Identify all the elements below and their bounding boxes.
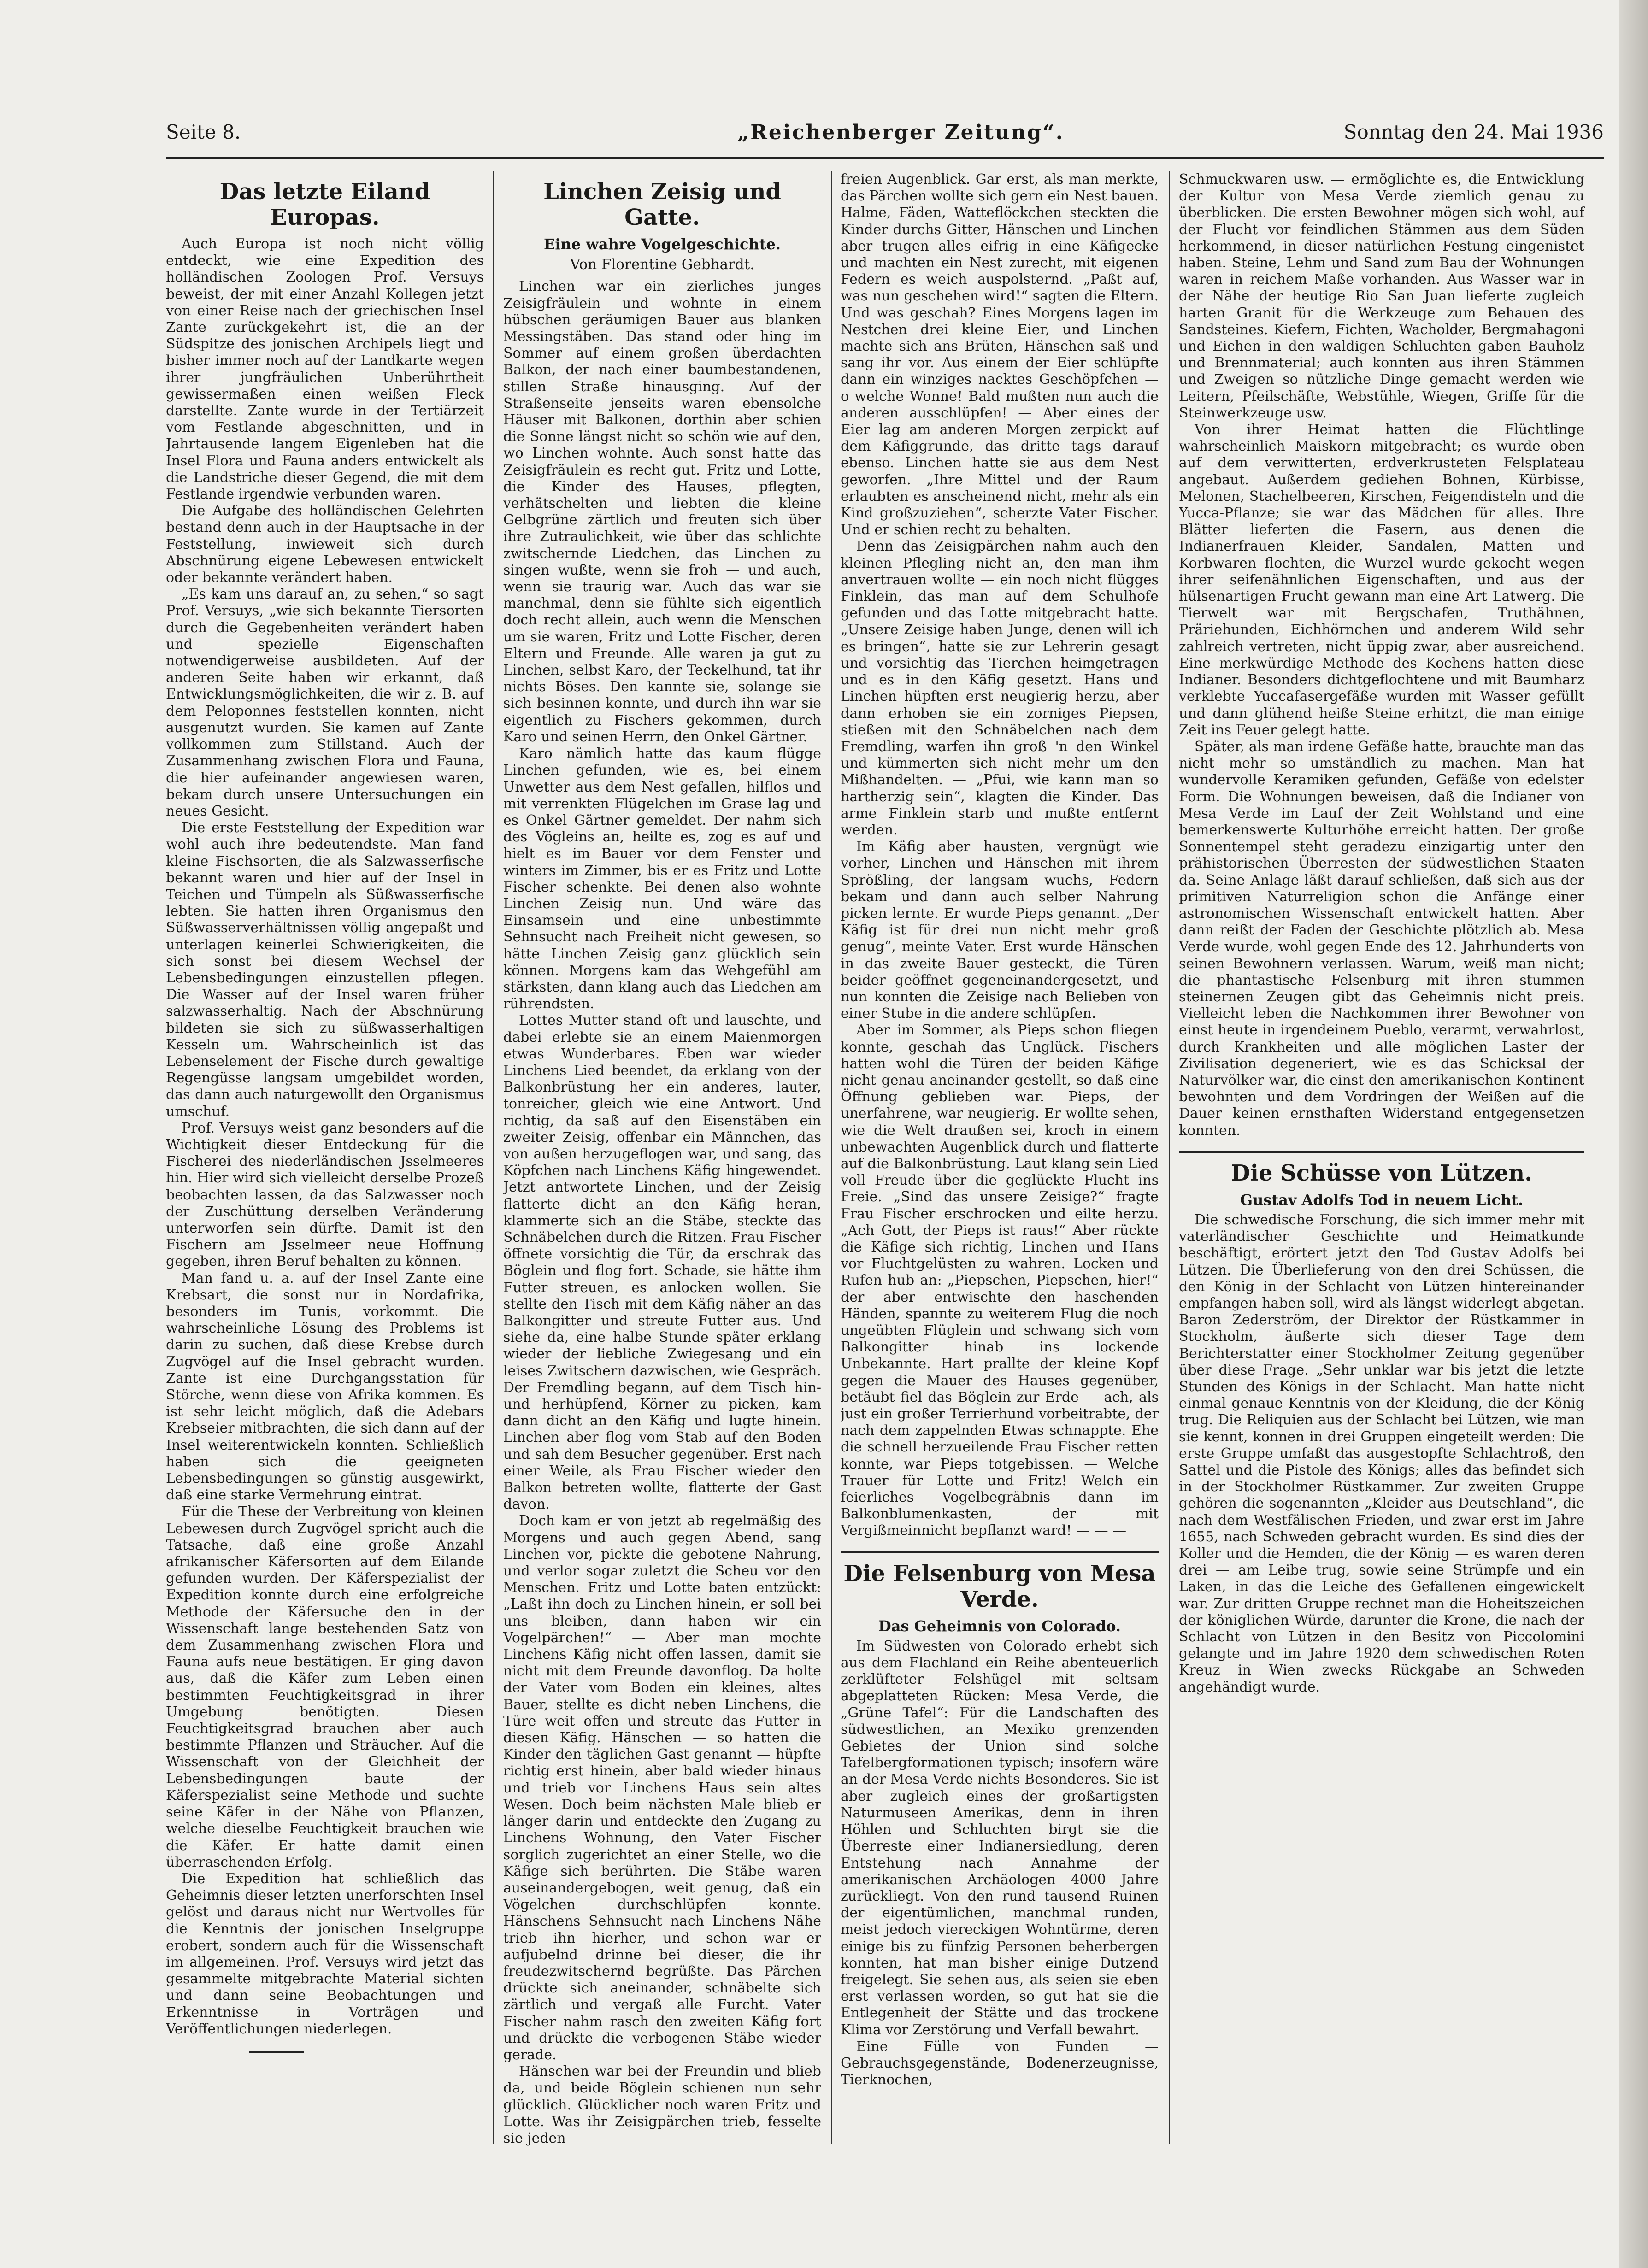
paragraph: Linchen war ein zierliches junges Zeisigfräulein und wohnte in einem hübschen geräumigen Bauer aus blanken Messingstäben. Das stand oder hing im Sommer auf einem großen überdachten Balkon, der nach einer baumbestandenen, stillen Straße hinausging. Auf der Straßenseite jenseits waren ebensolche Häuser mit Balkonen, dorthin aber schien die Sonne längst nicht so schön wie auf den, wo Linchen wohnte. Auch sonst hatte das Zeisigfräulein es recht gut. Fritz und Lotte, die Kinder des Hauses, pflegten, verhätschelten und liebten die kleine Gelbgrüne zärtlich und freuten sich über ihre Zutraulichkeit, wie über das schlichte zwitschernde Liedchen, das Linchen zu singen wußte, wenn sie froh — und auch, wenn sie traurig war. Auch das war sie manchmal, denn sie fühlte sich eigentlich doch recht allein, auch wenn die Menschen um sie waren, Fritz und Lotte Fischer, deren Eltern und Freunde. Alle waren ja gut zu Linchen, selbst Karo, der Teckelhund, tat ihr nichts Böses. Den kannte sie, solange sie sich besinnen konnte, und durch ihn war sie eigentlich zu Fischers gekommen, durch Karo und seinen Herrn, den Onkel Gärtner. bbox=[503, 278, 821, 745]
paragraph: Denn das Zeisigpärchen nahm auch den kleinen Pflegling nicht an, den man ihm anvertrauen wollte — ein noch nicht flügges Finklein, das man auf dem Schulhofe gefunden und das Lotte mitgebracht hatte. „Unsere Zeisige haben Junge, denen will ich es bringen“, hatte sie zur Lehrerin gesagt und vorsichtig das Tierchen heimgetragen und es in den Käfig gesetzt. Hans und Linchen hüpften erst neugierig herzu, aber dann erhoben sie ein zorniges Piepsen, stießen mit den Schnäbelchen nach dem Fremdling, warfen ihn groß 'n den Winkel und kümmerten sich nicht mehr um den Mißhandelten. — „Pfui, wie kann man so hartherzig sein“, klagten die Kinder. Das arme Finklein starb und mußte entfernt werden. bbox=[841, 538, 1159, 838]
paragraph: Karo nämlich hatte das kaum flügge Linchen gefunden, wie es, bei einem Unwetter aus dem Nest gefallen, hilflos und mit verrenkten Flügelchen im Grase lag und es Onkel Gärtner gemeldet. Der nahm sich des Vögleins an, heilte es, zog es auf und hielt es im Bauer vor dem Fenster und winters im Zimmer, bis er es Fritz und Lotte Fischer schenkte. Bei denen also wohnte Linchen Zeisig nun. Und wäre das Einsamsein und eine unbestimmte Sehnsucht nach Freiheit nicht gewesen, so hätte Linchen Zeisig ganz glücklich sein können. Morgens kam das Wehgefühl am stärksten, dann klang auch das Liedchen am rührendsten. bbox=[503, 746, 821, 1012]
column-rule bbox=[831, 171, 832, 2144]
paragraph: Im Käfig aber hausten, vergnügt wie vorher, Linchen und Hänschen mit ihrem Sprößling, der langsam wuchs, Federn bekam und dann auch selber Nahrung picken lernte. Er wurde Pieps genannt. „Der Käfig ist für drei nun nicht mehr groß genug“, meinte Vater. Erst wurde Hänschen in das zweite Bauer gesteckt, die Türen beider geöffnet gegeneinandergesetzt, und nun konnten die Zeisige nach Belieben von einer Stube in die andere schlüpfen. bbox=[841, 839, 1159, 1022]
paragraph: Aber im Sommer, als Pieps schon fliegen konnte, geschah das Unglück. Fischers hatten wohl die Türen der beiden Käfige nicht genau aneinander gestellt, so daß eine Öffnung geblieben war. Pieps, der unerfahrene, war neugierig. Er wollte sehen, wie die Welt draußen sei, kroch in einem unbewachten Augenblick durch und flatterte auf die Balkonbrüstung. Laut klang sein Lied voll Freude über die geglückte Flucht ins Freie. „Sind das unsere Zeisige?“ fragte Frau Fischer erschrocken und eilte herzu. „Ach Gott, der Pieps ist raus!“ Aber rückte die Käfige sich richtig, Linchen und Hans vor Fluchtgelüsten zu wahren. Locken und Rufen hub an: „Piepschen, Piepschen, hier!“ der aber entwischte den haschenden Händen, spannte zu weiterem Flug die noch ungeübten Flüglein und schwang sich vom Balkongitter hinab ins lockende Unbekannte. Hart prallte der kleine Kopf gegen die Mauer des Hauses gegenüber, betäubt fiel das Böglein zur Erde — ach, als just ein großer Terrierhund vorbeitrabte, der nach dem zappelnden Etwas schnappte. Ehe die schnell herzueilende Frau Fischer retten konnte, war Pieps totgebissen. — Welche Trauer für Lotte und Fritz! Welch ein feierliches Vogelbegräbnis dann im Balkonblumenkasten, der mit Vergißmeinnicht bepflanzt ward! — — — bbox=[841, 1022, 1159, 1539]
article-title-luetzen: Die Schüsse von Lützen. bbox=[1231, 1160, 1532, 1186]
column-2 bbox=[503, 171, 821, 2147]
paragraph: Man fand u. a. auf der Insel Zante eine Krebsart, die sonst nur in Nordafrika, besonders im Tunis, vorkommt. Die wahrscheinliche Lösung des Problems ist darin zu suchen, daß diese Krebse durch Zugvögel auf die Insel gebracht wurden. Zante ist eine Durchgangsstation für Störche, wenn diese von Afrika kommen. Es ist sehr leicht möglich, daß die Adebars Krebseier mitbrachten, die sich dann auf der Insel weiterentwickeln konnten. Schließlich haben sich die geeigneten Lebensbedingungen so günstig ausgewirkt, daß eine starke Vermehrung eintrat. bbox=[166, 1270, 484, 1504]
paragraph: Die Expedition hat schließlich das Geheimnis dieser letzten unerforschten Insel gelöst und daraus nicht nur Wertvolles für die Kenntnis der jonischen Inselgruppe erobert, sondern auch für die Wissenschaft im allgemeinen. Prof. Versuys wird jetzt das gesammelte mitgebrachte Material sichten und dann seine Beobachtungen und Erkenntnisse in Vorträgen und Veröffentlichungen niederlegen. bbox=[166, 1870, 484, 2037]
paragraph: Lottes Mutter stand oft und lauschte, und dabei erlebte sie an einem Maienmorgen etwas Wunderbares. Eben war wieder Linchens Lied beendet, da erklang von der Balkonbrüstung her ein anderes, lauter, tonreicher, gleich wie eine Antwort. Und richtig, da saß auf den Eisenstäben ein zweiter Zeisig, offenbar ein Männchen, das von außen herzugeflogen war, und sang, das Köpfchen nach Linchens Käfig hingewendet. Jetzt antwortete Linchen, und der Zeisig flatterte dicht an den Käfig heran, klammerte sich an die Stäbe, steckte das Schnäbelchen durch die Ritzen. Frau Fischer öffnete vorsichtig die Tür, da erschrak das Böglein und flog fort. Schade, sie hätte ihm Futter streuen, es anlocken wollen. Sie stellte den Tisch mit dem Käfig näher an das Balkongitter und streute Futter aus. Und siehe da, eine halbe Stunde später erklang wieder der liebliche Zwiegesang und ein leises Zwitschern dazwischen, wie Gespräch. Der Fremdling begann, auf dem Tisch hin- und herhüpfend, Körner zu picken, kam dann dicht an den Käfig und lugte hinein. Linchen aber flog vom Stab auf den Boden und sah dem Besucher gegenüber. Erst nach einer Weile, als Frau Fischer wieder den Balkon betreten wollte, flatterte der Gast davon. bbox=[503, 1012, 821, 1513]
paragraph: freien Augenblick. Gar erst, als man merkte, das Pärchen wollte sich gern ein Nest bauen. Halme, Fäden, Watteflöckchen steckten die Kinder durchs Gitter, Hänschen und Linchen aber trugen alles eifrig in eine Käfigecke und machten ein Nest zurecht, mit eigenen Federn es weich auspolsternd. „Paßt auf, was nun geschehen wird!“ sagten die Eltern. Und was geschah? Eines Morgens lagen im Nestchen drei kleine Eier, und Linchen machte sich ans Brüten, Hänschen saß und sang ihr vor. Aus einem der Eier schlüpfte dann ein winziges nacktes Geschöpfchen — o welche Wonne! Bald mußten nun auch die anderen ausschlüpfen! — Aber eines der Eier lag am anderen Morgen zerpickt auf dem Käfiggrunde, das dritte tags darauf ebenso. Linchen hatte sie aus dem Nest geworfen. „Ihre Mittel und der Raum erlaubten es anscheinend nicht, mehr als ein Kind großzuziehen“, scherzte Vater Fischer. Und er schien recht zu behalten. bbox=[841, 171, 1159, 538]
column-3 bbox=[841, 171, 1159, 2088]
issue-date: Sonntag den 24. Mai 1936 bbox=[1343, 121, 1604, 143]
paragraph: „Es kam uns darauf an, zu sehen,“ so sagt Prof. Versuys, „wie sich bekannte Tiersorten durch die Gegebenheiten verändert haben und spezielle Eigenschaften notwendigerweise ausbildeten. Auf der anderen Seite haben wir erkannt, daß Entwicklungsmöglichkeiten, die wir z. B. auf dem Peloponnes feststellen konnten, nicht ausgenutzt wurden. Sie kamen auf Zante vollkommen zum Stillstand. Auch der Zusammenhang zwischen Flora und Fauna, die hier aufeinander angewiesen waren, bekam durch unsere Untersuchungen ein neues Gesicht. bbox=[166, 586, 484, 819]
article-subtitle-mesa: Das Geheimnis von Colorado. bbox=[878, 1617, 1121, 1635]
newspaper-name: „Reichenberger Zeitung“. bbox=[737, 121, 1065, 144]
article-title-mesa: Die Felsenburg von Mesa Verde. bbox=[843, 1560, 1156, 1612]
article-subtitle-linchen: Eine wahre Vogelgeschichte. bbox=[543, 235, 781, 253]
article-title-linchen: Linchen Zeisig und Gatte. bbox=[543, 179, 781, 230]
column-4 bbox=[1179, 171, 1594, 1696]
article-end-rule bbox=[249, 2051, 304, 2053]
paragraph: Schmuckwaren usw. — ermöglichte es, die Entwicklung der Kultur von Mesa Verde ziemlich genau zu überblicken. Die ersten Bewohner mögen sich wohl, auf der Flucht vor feindlichen Stämmen aus dem Süden herkommend, in dieser natürlichen Festung eingenistet haben. Steine, Lehm und Sand zum Bau der Wohnungen waren in reichem Maße vorhanden. Aus Wasser war in der Nähe der heutige Rio San Juan lieferte zugleich harten Granit für die Werkzeuge zum Behauen des Sandsteines. Kiefern, Fichten, Wacholder, Bergmahagoni und Eichen in den waldigen Schluchten gaben Bauholz und Brennmaterial; auch konnten aus ihren Stämmen und Zweigen so nützliche Dinge gemacht werden wie Leitern, Pfeilschäfte, Webstühle, Wiegen, Griffe für die Steinwerkzeuge usw. bbox=[1179, 171, 1584, 421]
paragraph: Die schwedische Forschung, die sich immer mehr mit vaterländischer Geschichte und Heimatkunde beschäftigt, erörtert jetzt den Tod Gustav Adolfs bei Lützen. Die Überlieferung von den drei Schüssen, die den König in der Schlacht von Lützen hintereinander empfangen haben soll, wird als längst widerlegt abgetan. Baron Zederström, der Direktor der Rüstkammer in Stockholm, äußerte sich dieser Tage dem Berichterstatter einer Stockholmer Zeitung gegenüber über diese Frage. „Sehr unklar war bis jetzt die letzte Stunden des Königs in der Schlacht. Man hatte nicht einmal genaue Kenntnis von der Kleidung, die der König trug. Die Reliquien aus der Schlacht bei Lützen, wie man sie kennt, konnen in drei Gruppen eingeteilt werden: Die erste Gruppe umfaßt das ausgestopfte Schlachtroß, den Sattel und die Pistole des Königs; alles das befindet sich in der Stockholmer Rüstkammer. Zur zweiten Gruppe gehören die sogenannten „Kleider aus Deutschland“, die nach dem Westfälischen Frieden, und zwar erst im Jahre 1655, nach Schweden gebracht wurden. Es sind dies der Koller und die Hemden, die der König — es waren deren drei — am Leibe trug, sowie seine Strümpfe und ein Laken, in das die Leiche des Gefallenen eingewickelt war. Zur dritten Gruppe rechnet man die Hoheitszeichen der königlichen Würde, darunter die Krone, die nach der Schlacht von Lützen in den Besitz von Piccolomini gelangte und im Jahre 1920 dem schwedischen Roten Kreuz in Wien zwecks Rückgabe an Schweden angehändigt wurde. bbox=[1179, 1211, 1584, 1695]
paragraph: Später, als man irdene Gefäße hatte, brauchte man das nicht mehr so umständlich zu machen. Man hat wundervolle Keramiken gefunden, Gefäße von edelster Form. Die Wohnungen beweisen, daß die Indianer von Mesa Verde im Lauf der Zeit Wohlstand und eine bemerkenswerte Kulturhöhe erreicht hatten. Der große Sonnentempel steht geradezu einzigartig unter den prähistorischen Überresten der südwestlichen Staaten da. Seine Anlage läßt darauf schließen, daß sich aus der primitiven Naturreligion schon die Anfänge einer astronomischen Wissenschaft entwickelt hatten. Aber dann reißt der Faden der Geschichte plötzlich ab. Mesa Verde wurde, wohl gegen Ende des 12. Jahrhunderts von seinen Bewohnern verlassen. Warum, weiß man nicht; die phantastische Felsenburg mit ihren stummen steinernen Zeugen gibt das Geheimnis nicht preis. Vielleicht leben die Nachkommen ihrer Bewohner von einst heute in irgendeinem Pueblo, verarmt, verwahrlost, durch Krankheiten und alle möglichen Laster der Zivilisation degeneriert, wie es das Schicksal der Naturvölker war, die einst den amerikanischen Kontinent bewohnten und dem Vordringen der Weißen auf die Dauer keinen ernsthaften Widerstand entgegensetzen konnten. bbox=[1179, 738, 1584, 1139]
page-header bbox=[166, 121, 1604, 150]
column-rule bbox=[493, 171, 494, 2144]
paragraph: Die Aufgabe des holländischen Gelehrten bestand denn auch in der Hauptsache in der Feststellung, inwieweit sich durch Abschnürung eigene Lebewesen entwickelt oder bekannte verändert haben. bbox=[166, 503, 484, 586]
paragraph: Eine Fülle von Funden — Gebrauchsgegenstände, Bodenerzeugnisse, Tierknochen, bbox=[841, 2038, 1159, 2088]
paragraph: Hänschen war bei der Freundin und blieb da, und beide Böglein schienen nun sehr glücklich. Glücklicher noch waren Fritz und Lotte. Was ihr Zeisigpärchen trieb, fesselte sie jeden bbox=[503, 2063, 821, 2146]
section-rule bbox=[841, 1551, 1159, 1553]
column-1 bbox=[166, 171, 484, 2053]
paragraph: Prof. Versuys weist ganz besonders auf die Wichtigkeit dieser Entdeckung für die Fischerei des niederländischen Jsselmeeres hin. Hier wird sich vielleicht derselbe Prozeß beobachten lassen, da das Salzwasser noch der Zuschüttung derselben Veränderung unterworfen sein dürfte. Damit ist den Fischern am Jsselmeer neue Hoffnung gegeben, ihren Beruf behalten zu können. bbox=[166, 1120, 484, 1270]
paragraph: Von ihrer Heimat hatten die Flüchtlinge wahrscheinlich Maiskorn mitgebracht; es wurde oben auf dem verwitterten, erdverkrusteten Felsplateau angebaut. Außerdem gediehen Bohnen, Kürbisse, Melonen, Stachelbeeren, Kirschen, Feigendisteln und die Yucca-Pflanze; sie war das Mädchen für alles. Ihre Blätter lieferten die Fasern, aus denen die Indianerfrauen Kleider, Sandalen, Matten und Korbwaren flochten, die Wurzel wurde gekocht wegen ihrer seifenähnlichen Eigenschaften, und aus der hülsenartigen Frucht gewann man eine Art Latwerg. Die Tierwelt war mit Bergschafen, Truthähnen, Präriehunden, Eichhörnchen und anderem Wild sehr zahlreich vertreten, nicht üppig zwar, aber ausreichend. Eine merkwürdige Methode des Kochens hatten diese Indianer. Besonders dichtgeflochtene und mit Baumharz verklebte Yuccafasergefäße wurden mit Wasser gefüllt und dann glühend heiße Steine erhitzt, die man einige Zeit ins Feuer gelegt hatte. bbox=[1179, 422, 1584, 738]
paragraph: Die erste Feststellung der Expedition war wohl auch ihre bedeutendste. Man fand kleine Fischsorten, die als Salzwasserfische bekannt waren und hier auf der Insel in Teichen und Tümpeln als Süßwasserfische lebten. Sie hatten ihren Organismus den Süßwasserverhältnissen völlig angepaßt und unterlagen keinerlei Schwierigkeiten, die sich sonst bei diesem Wechsel der Lebensbedingungen einzustellen pflegen. Die Wasser auf der Insel waren früher salzwasserhaltig. Nach der Abschnürung bildeten sie sich zu süßwasserhaltigen Kesseln um. Wahrscheinlich ist das Lebenselement der Fische durch gewaltige Regengüsse langsam umgebildet worden, das dann auch naturgewollt den Organismus umschuf. bbox=[166, 820, 484, 1120]
header-rule bbox=[166, 157, 1604, 159]
column-rule bbox=[1169, 171, 1170, 2144]
article-author: Von Florentine Gebhardt. bbox=[570, 256, 755, 273]
article-subtitle-luetzen: Gustav Adolfs Tod in neuem Licht. bbox=[1240, 1191, 1524, 1209]
paragraph: Im Südwesten von Colorado erhebt sich aus dem Flachland ein Reihe abenteuerlich zerklüfteter Felshügel mit seltsam abgeplatteten Rücken: Mesa Verde, die „Grüne Tafel“: Für die Landschaften des südwestlichen, an Mexiko grenzenden Gebietes der Union sind solche Tafelbergformationen typisch; insofern wäre an der Mesa Verde nichts Besonderes. Sie ist aber zugleich eines der großartigsten Naturmuseen Amerikas, denn in ihren Höhlen und Schluchten birgt sie die Überreste einer Indianersiedlung, deren Entstehung nach Annahme der amerikanischen Archäologen 4000 Jahre zurückliegt. Von den rund tausend Ruinen der eigentümlichen, manchmal runden, meist jedoch viereckigen Wohntürme, deren einige bis zu fünfzig Personen beherbergen konnten, hat man bisher einige Dutzend freigelegt. Sie sehen aus, als seien sie eben erst verlassen worden, so gut hat sie die Entlegenheit der Stätte und das trockene Klima vor Zerstörung und Verfall bewahrt. bbox=[841, 1638, 1159, 2038]
article-title-eiland: Das letzte Eiland Europas. bbox=[219, 179, 430, 230]
section-rule bbox=[1179, 1151, 1584, 1153]
page-number: Seite 8. bbox=[166, 121, 241, 143]
paragraph: Auch Europa ist noch nicht völlig entdeckt, wie eine Expedition des holländischen Zoologen Prof. Versuys beweist, der mit einer Anzahl Kollegen jetzt von einer Reise nach der griechischen Insel Zante zurückgekehrt ist, die an der Südspitze des jonischen Archipels liegt und bisher immer noch auf der Landkarte wegen ihrer jungfräulichen Unberührtheit gewissermaßen einen weißen Fleck darstellte. Zante wurde in der Tertiärzeit vom Festlande abgeschnitten, und in Jahrtausende langem Eigenleben hat die Insel Flora und Fauna anders entwickelt als die Landstriche dieser Gegend, die mit dem Festlande irgendwie verbunden waren. bbox=[166, 236, 484, 503]
paragraph: Für die These der Verbreitung von kleinen Lebewesen durch Zugvögel spricht auch die Tatsache, daß eine große Anzahl afrikanischer Käfersorten auf dem Eilande gefunden wurden. Der Käferspezialist der Expedition konnte durch eine erfolgreiche Methode der Käfersuche den in der Wissenschaft lange bestehenden Satz von dem Zusammenhang zwischen Flora und Fauna aufs neue bestätigen. Er ging davon aus, daß die Käfer zum Leben einen bestimmten Feuchtigkeitsgrad in ihrer Umgebung benötigten. Diesen Feuchtigkeitsgrad brauchen aber auch bestimmte Pflanzen und Sträucher. Auf die Wissenschaft von der Gleichheit der Lebensbedingungen baute der Käferspezialist seine Methode und suchte seine Käfer in der Nähe von Pflanzen, welche dieselbe Feuchtigkeit brauchen wie die Käfer. Er hatte damit einen überraschenden Erfolg. bbox=[166, 1504, 484, 1870]
scan-edge-shadow bbox=[1619, 0, 1648, 2268]
paragraph: Doch kam er von jetzt ab regelmäßig des Morgens und auch gegen Abend, sang Linchen vor, pickte die gebotene Nahrung, und verlor sogar zuletzt die Scheu vor den Menschen. Fritz und Lotte baten entzückt: „Laßt ihn doch zu Linchen hinein, er soll bei uns bleiben, dann haben wir ein Vogelpärchen!“ — Aber man mochte Linchens Käfig nicht offen lassen, damit sie nicht mit dem Freunde davonflog. Da holte der Vater vom Boden ein kleines, altes Bauer, stellte es dicht neben Linchens, die Türe weit offen und streute das Futter in diesen Käfig. Hänschen — so hatten die Kinder den täglichen Gast genannt — hüpfte richtig erst hinein, aber bald wieder hinaus und trieb vor Linchens Haus sein altes Wesen. Doch beim nächsten Male blieb er länger darin und entdeckte den Zugang zu Linchens Wohnung, den Vater Fischer sorglich zugerichtet an einer Stelle, wo die Käfige sich berührten. Die Stäbe waren auseinandergebogen, weit genug, daß ein Vögelchen durchschlüpfen konnte. Hänschens Sehnsucht nach Linchens Nähe trieb ihn hierher, und schon war er aufjubelnd drinne bei dieser, die ihr freudezwitschernd begrüßte. Das Pärchen drückte sich aneinander, schnäbelte sich zärtlich und vergaß alle Furcht. Vater Fischer nahm rasch den zweiten Käfig fort und drückte die verbogenen Stäbe wieder gerade. bbox=[503, 1513, 821, 2063]
